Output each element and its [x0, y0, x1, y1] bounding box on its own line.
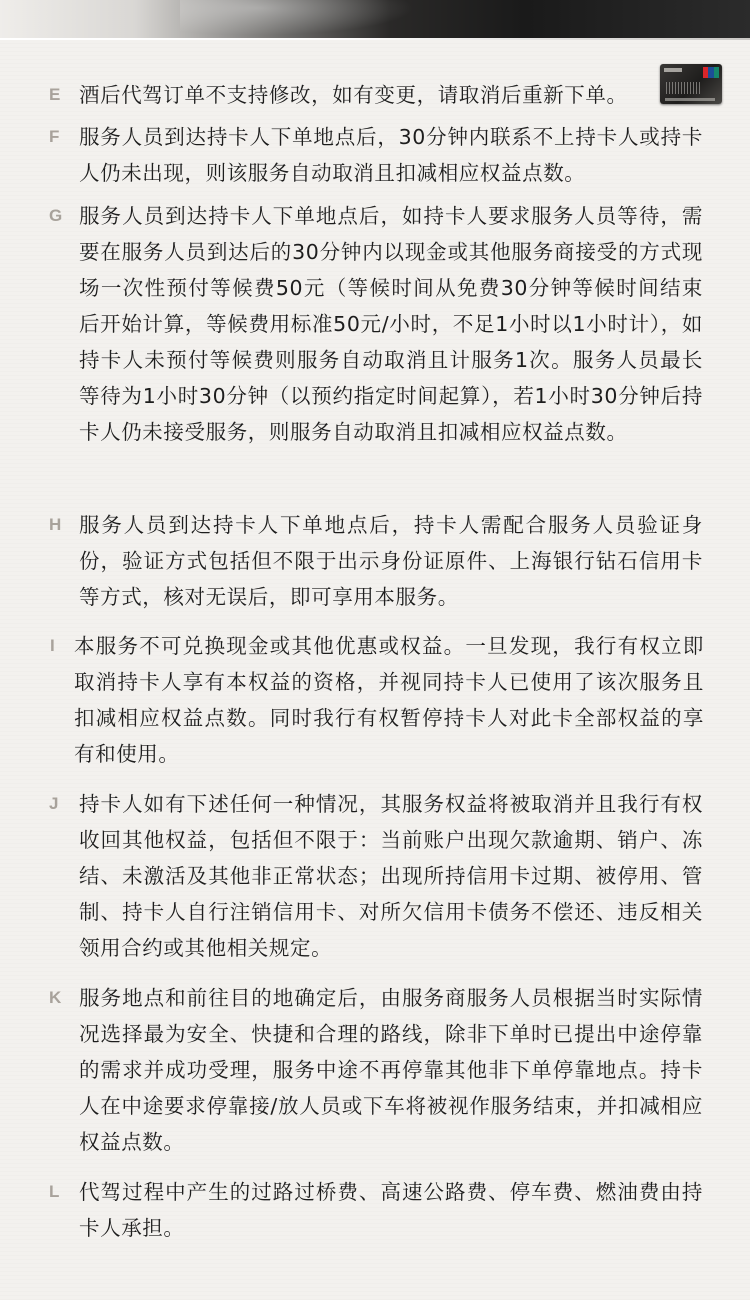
clause-letter: H: [49, 515, 62, 534]
unionpay-icon: [703, 67, 719, 78]
clause-letter: J: [49, 794, 59, 813]
clause-text: 服务人员到达持卡人下单地点后，如持卡人要求服务人员等待，需要在服务人员到达后的30分钟内以现金或其他服务商接受的方式现场一次性预付等候费50元（等候时间从免费30分钟等候时间结束后开始计算，等候费用标准50元/小时，不足1小时以1小时计），如持卡人未预付等候费则服务自动取消且计服务1次。服务人员最长等待为1小时30分钟（以预约指定时间起算），若1小时30分钟后持卡人仍未接受服务，则服务自动取消且扣减相应权益点数。: [79, 204, 703, 444]
clause-letter: I: [50, 636, 55, 655]
clause-letter: E: [49, 85, 61, 104]
clause-text: 服务人员到达持卡人下单地点后，持卡人需配合服务人员验证身份，验证方式包括但不限于出示身份证原件、上海银行钻石信用卡等方式，核对无误后，即可享用本服务。: [79, 513, 703, 609]
clause-text: 酒后代驾订单不支持修改，如有变更，请取消后重新下单。: [79, 83, 628, 107]
clause-letter: K: [49, 988, 62, 1007]
clause-letter: L: [49, 1182, 60, 1201]
clause-text: 持卡人如有下述任何一种情况，其服务权益将被取消并且我行有权收回其他权益，包括但不限于：当前账户出现欠款逾期、销户、冻结、未激活及其他非正常状态；出现所持信用卡过期、被停用、管制、持卡人自行注销信用卡、对所欠信用卡债务不偿还、违反相关领用合约或其他相关规定。: [79, 792, 703, 960]
clause-text: 代驾过程中产生的过路过桥费、高速公路费、停车费、燃油费由持卡人承担。: [79, 1180, 703, 1240]
banner-highlight: [180, 0, 440, 40]
clause-text: 服务人员到达持卡人下单地点后，30分钟内联系不上持卡人或持卡人仍未出现，则该服务自动取消且扣减相应权益点数。: [79, 125, 703, 185]
clause-letter: G: [49, 206, 63, 225]
card-logo-mark: [664, 68, 682, 72]
clause-letter: F: [49, 127, 60, 146]
terms-page: [0, 40, 750, 1300]
clause-text: 本服务不可兑换现金或其他优惠或权益。一旦发现，我行有权立即取消持卡人享有本权益的资格，并视同持卡人已使用了该次服务且扣减相应权益点数。同时我行有权暂停持卡人对此卡全部权益的享有和使用。: [74, 634, 704, 766]
header-banner: [0, 0, 750, 40]
clause-text: 服务地点和前往目的地确定后，由服务商服务人员根据当时实际情况选择最为安全、快捷和合理的路线，除非下单时已提出中途停靠的需求并成功受理，服务中途不再停靠其他非下单停靠地点。持卡人在中途要求停靠接/放人员或下车将被视作服务结束，并扣减相应权益点数。: [79, 986, 703, 1154]
